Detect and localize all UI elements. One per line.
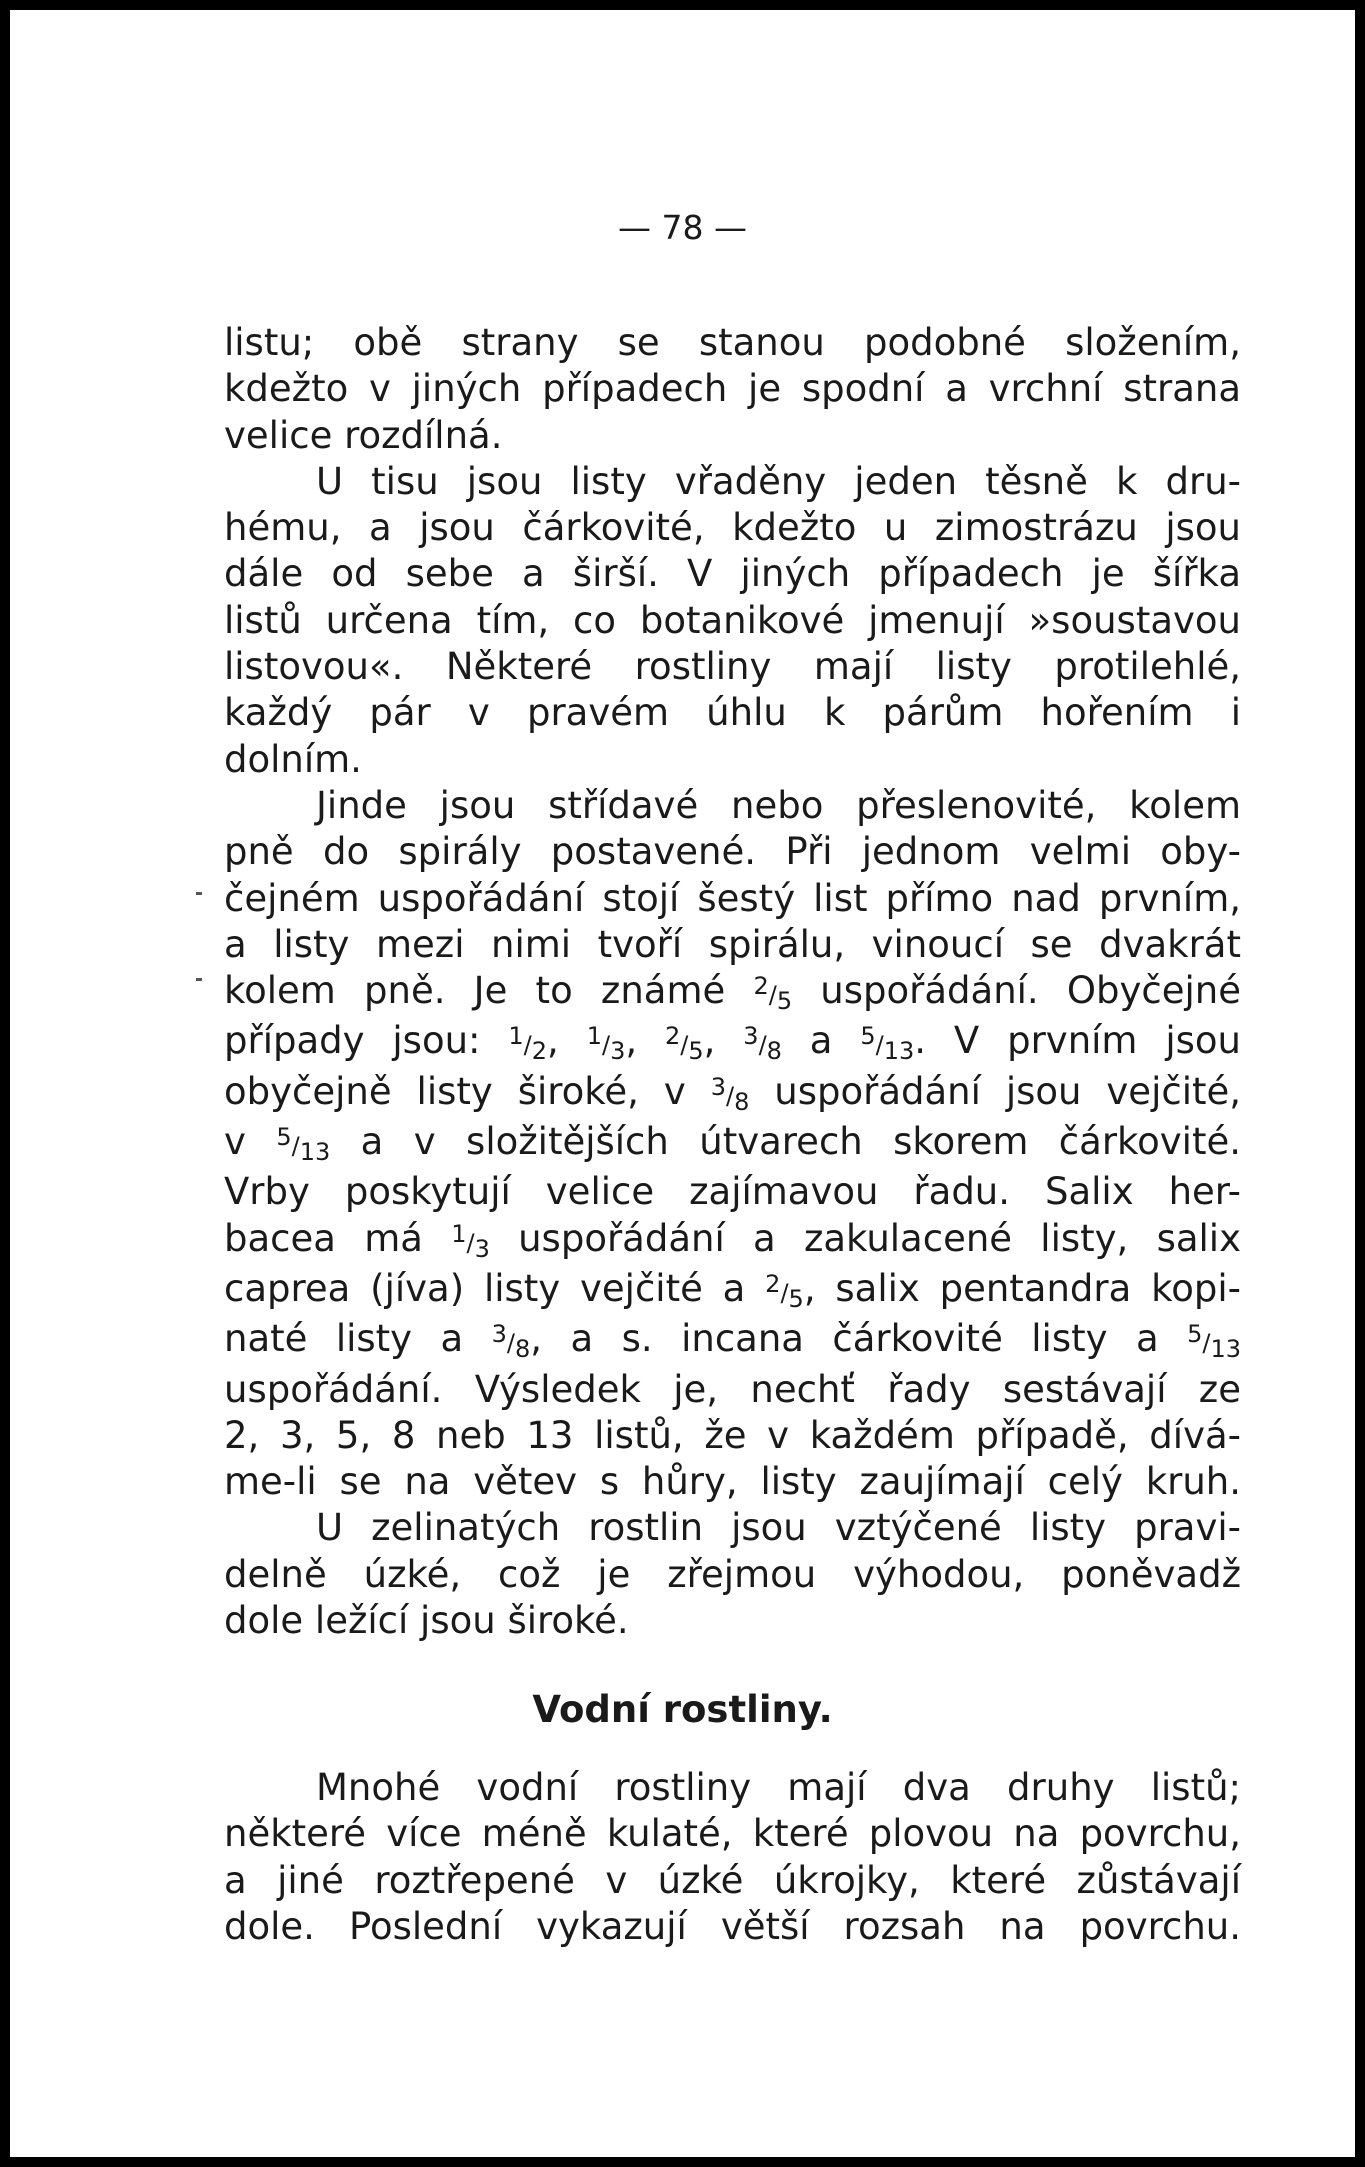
margin-mark xyxy=(196,892,202,895)
text-line: kdežto v jiných případech je spodní a vrchní strana xyxy=(224,367,1241,411)
text-line: každý pár v pravém úhlu k párům hořením i xyxy=(224,691,1241,735)
text-line: Mnohé vodní rostliny mají dva druhy listů; xyxy=(316,1766,1241,1809)
text-line: hému, a jsou čárkovité, kdežto u zimostrázu jsou xyxy=(224,506,1241,550)
text-line: delně úzké, což je zřejmou výhodou, poněvadž xyxy=(224,1552,1241,1596)
text-line: obyčejně listy široké, v $^3/_8$ uspořádání jsou vejčité, xyxy=(224,1069,1242,1116)
text-line: čejném uspořádání stojí šestý list přímo nad prvním, xyxy=(224,876,1241,920)
text-line: velice rozdílná. xyxy=(224,413,503,457)
text-line: v $^5/_{13}$ a v složitějších útvarech skorem čárkovité. xyxy=(224,1120,1241,1166)
text-line: dolním. xyxy=(224,737,362,781)
text-line: caprea (jíva) listy vejčité a $^2/_5$, salix pentandra kopi- xyxy=(224,1266,1241,1313)
text-line: me-li se na větev s hůry, listy zaujímají celý kruh. xyxy=(224,1460,1241,1504)
page-number: — 78 — xyxy=(618,208,747,247)
body-text-section-2 xyxy=(224,1765,1241,1950)
text-line: listovou«. Některé rostliny mají listy protilehlé, xyxy=(224,645,1241,689)
text-line: dále od sebe a širší. V jiných případech je šířka xyxy=(224,552,1241,596)
text-line: naté listy a $^3/_8$, a s. incana čárkovité listy a $^5/_{13}$ xyxy=(224,1317,1241,1364)
text-line: dole. Poslední vykazují větší rozsah na povrchu. xyxy=(224,1904,1241,1948)
text-line: a jiné roztřepené v úzké úkrojky, které zůstávají xyxy=(224,1858,1241,1902)
text-line: dole ležící jsou široké. xyxy=(224,1599,629,1643)
text-line: U zelinatých rostlin jsou vztýčené listy pravi- xyxy=(316,1506,1241,1550)
fraction: $^5/_{13}$ xyxy=(860,1022,915,1066)
book-page xyxy=(10,10,1355,2157)
fraction: $^1/_3$ xyxy=(586,1022,626,1066)
fraction: $^2/_5$ xyxy=(664,1022,704,1066)
fraction: $^2/_5$ xyxy=(753,972,793,1015)
text-line: Vrby poskytují velice zajímavou řadu. Salix her- xyxy=(224,1170,1241,1214)
fraction: $^1/_3$ xyxy=(451,1219,490,1263)
text-line: uspořádání. Výsledek je, nechť řady sestávají ze xyxy=(224,1367,1241,1411)
text-line: listů určena tím, co botanikové jmenují »soustavou xyxy=(224,598,1241,642)
text-line: U tisu jsou listy vřaděny jeden těsně k dru- xyxy=(316,459,1241,503)
text-line: 2, 3, 5, 8 neb 13 listů, že v každém případě, dívá- xyxy=(224,1413,1241,1457)
text-line: listu; obě strany se stanou podobné složením, xyxy=(224,321,1241,364)
text-line: případy jsou: $^1/_2$, $^1/_3$, $^2/_5$, $^3/_8$ a $^5/_{13}$. V prvním jsou xyxy=(224,1019,1241,1066)
fraction: $^3/_8$ xyxy=(491,1320,531,1364)
text-line: bacea má $^1/_3$ uspořádání a zakulacené listy, salix xyxy=(224,1216,1241,1263)
fraction: $^5/_{13}$ xyxy=(1187,1320,1241,1364)
fraction: $^3/_8$ xyxy=(710,1072,750,1116)
fraction: $^5/_{13}$ xyxy=(276,1123,331,1166)
fraction: $^1/_2$ xyxy=(508,1022,548,1066)
margin-mark xyxy=(196,978,202,981)
text-line: a listy mezi nimi tvoří spirálu, vinoucí se dvakrát xyxy=(224,922,1241,966)
text-line: kolem pně. Je to známé $^2/_5$ uspořádání. Obyčejné xyxy=(224,969,1241,1015)
text-line: některé více méně kulaté, které plovou na povrchu, xyxy=(224,1812,1241,1856)
section-heading: Vodní rostliny. xyxy=(532,1688,833,1731)
text-line: Jinde jsou střídavé nebo přeslenovité, kolem xyxy=(316,783,1241,827)
fraction: $^3/_8$ xyxy=(743,1022,782,1066)
body-text xyxy=(224,320,1241,1644)
text-line: pně do spirály postavené. Při jednom velmi oby- xyxy=(224,830,1241,874)
fraction: $^2/_5$ xyxy=(765,1269,804,1313)
